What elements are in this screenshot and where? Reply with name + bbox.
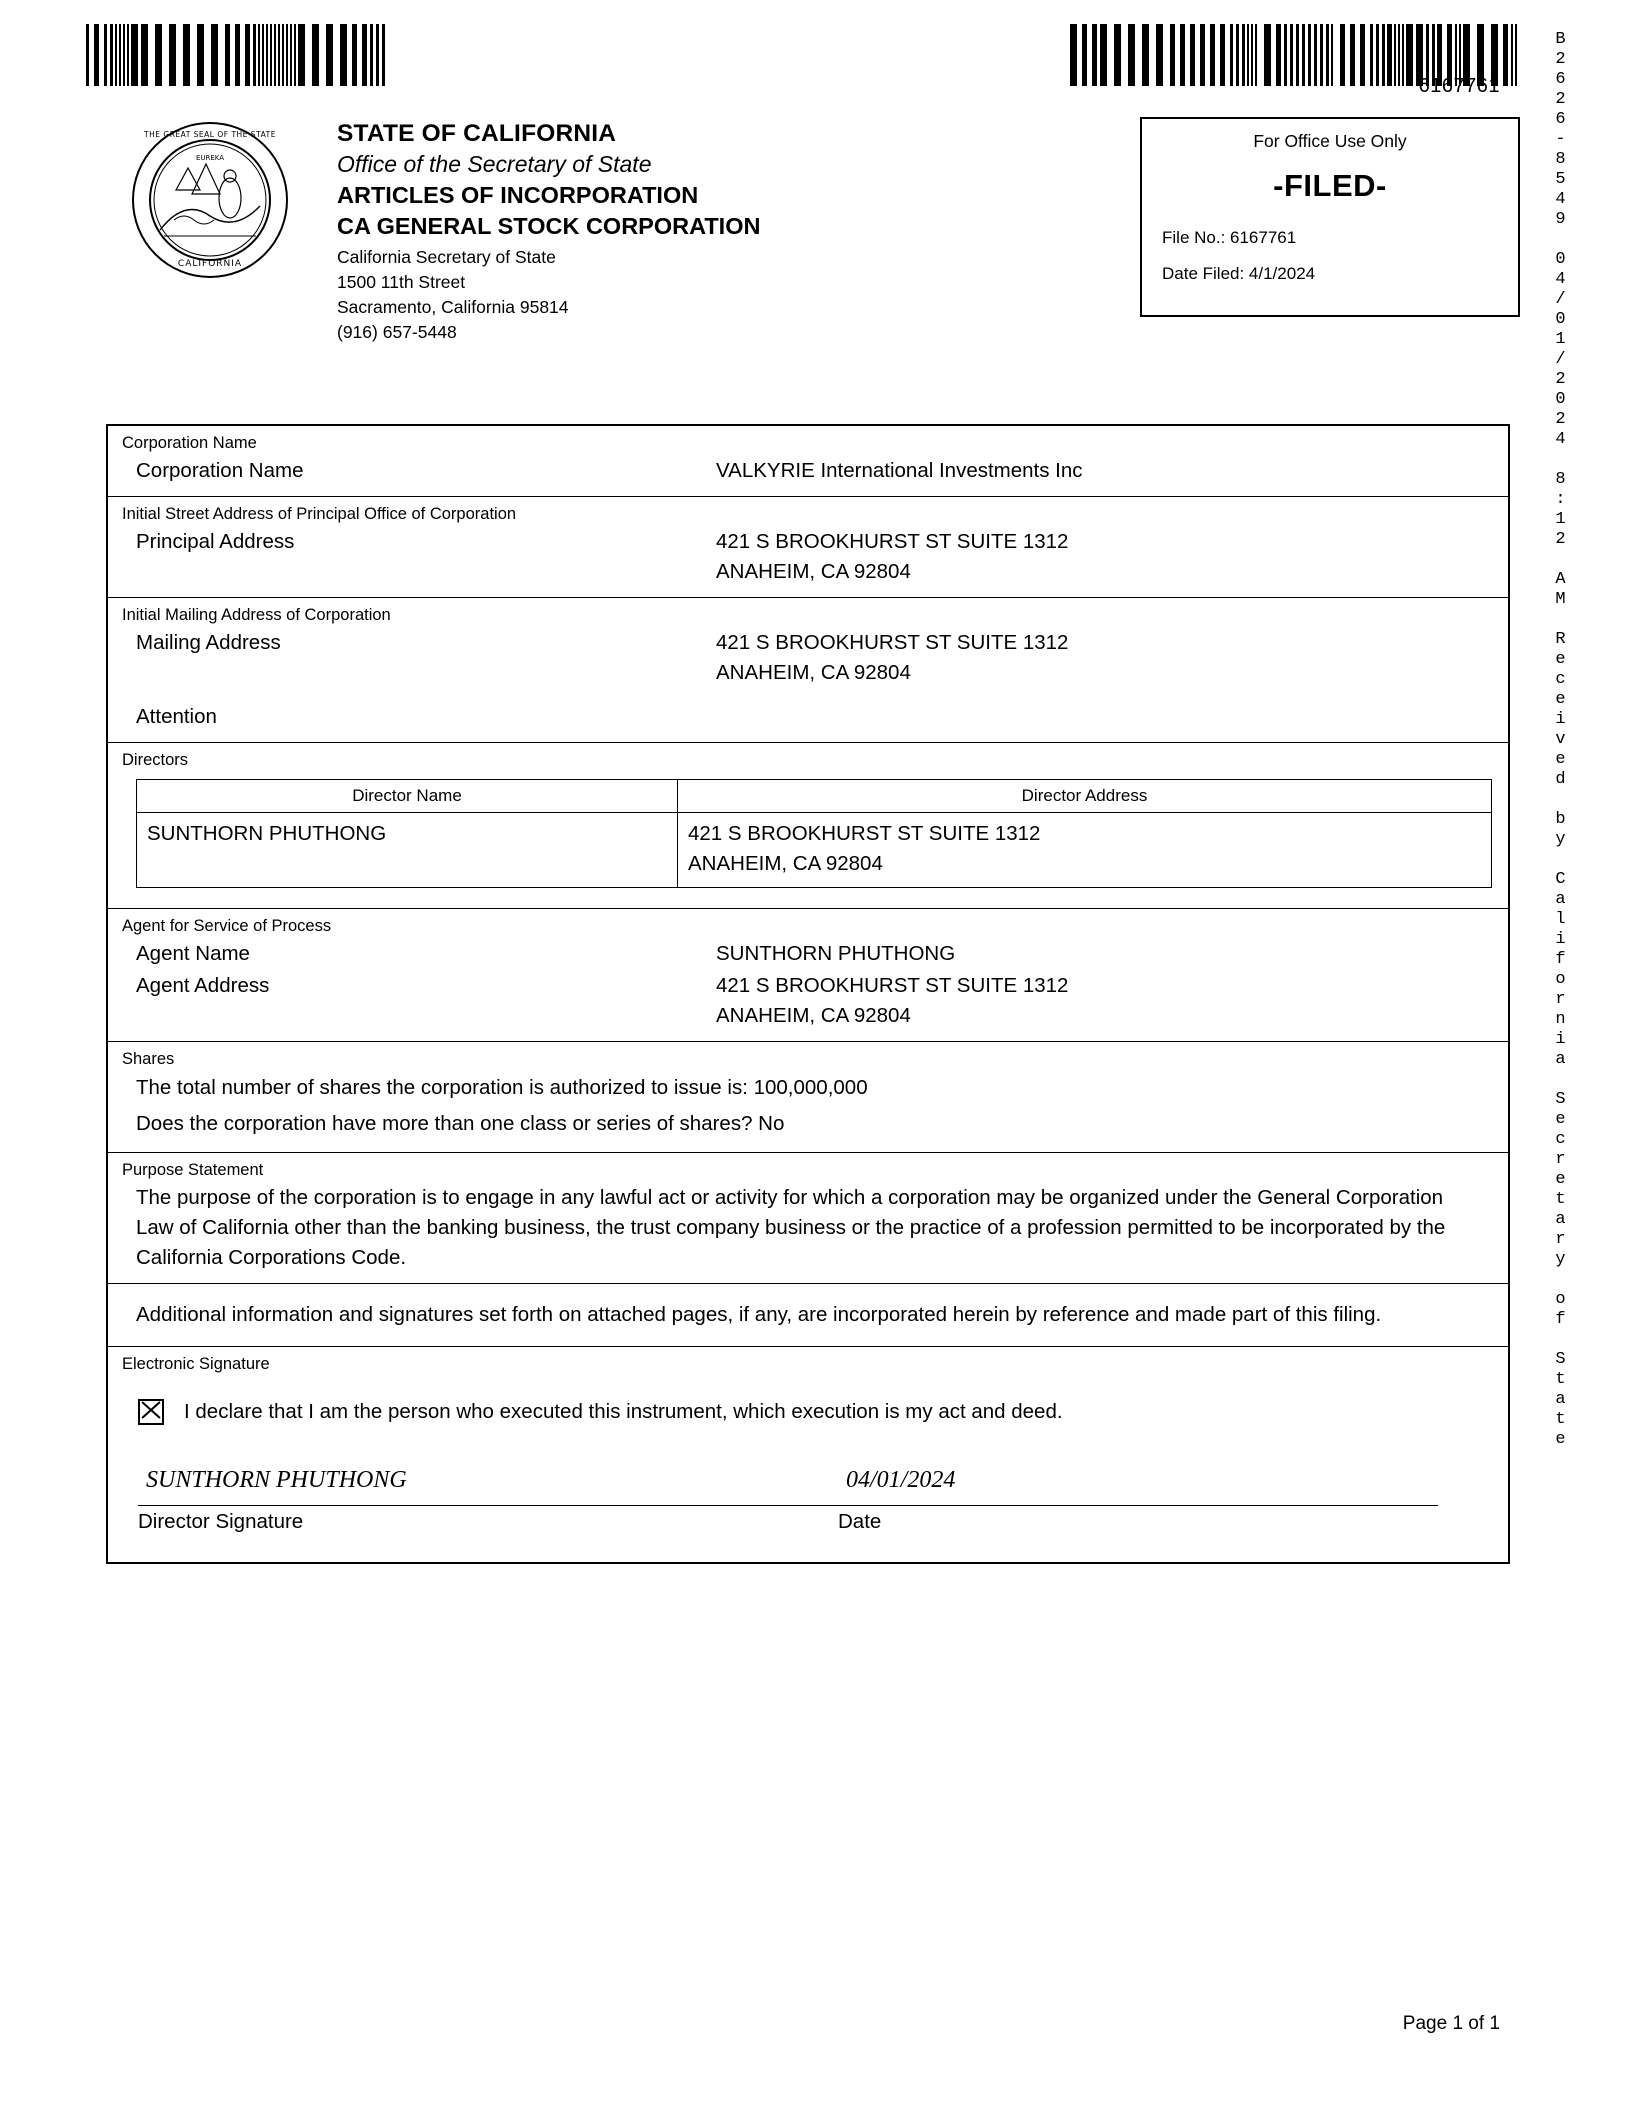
header-subtitle: CA GENERAL STOCK CORPORATION	[337, 213, 761, 239]
section-directors	[108, 743, 1508, 909]
mailing-address-key: Mailing Address	[136, 631, 281, 654]
agent-address-value	[716, 971, 1494, 1031]
principal-address-key: Principal Address	[136, 530, 295, 553]
mailing-address-line2: ANAHEIM, CA 92804	[716, 661, 911, 684]
header-phone: (916) 657-5448	[337, 322, 457, 342]
purpose-text: The purpose of the corporation is to engage in any lawful act or activity for which a corporation may be organized under the General Corporation Law of California other than the banking business, the trust company business or the practice of a profession permitted to be incorporated by the California Corporations Code.	[136, 1186, 1446, 1269]
corporation-name-key: Corporation Name	[136, 459, 304, 482]
additional-text: Additional information and signatures set forth on attached pages, if any, are incorporated herein by reference and made part of this filing.	[136, 1303, 1382, 1326]
principal-address-value	[716, 527, 1494, 587]
section-label: Corporation Name	[122, 434, 257, 452]
attention-value	[716, 702, 1494, 732]
section-mailing-address	[108, 598, 1508, 743]
column-director-name: Director Name	[137, 780, 678, 813]
director-address-line2: ANAHEIM, CA 92804	[688, 852, 883, 875]
header-city: Sacramento, California 95814	[337, 297, 569, 317]
barcode-left	[86, 24, 386, 86]
header-agency: California Secretary of State	[337, 247, 556, 267]
header-state: STATE OF CALIFORNIA	[337, 120, 617, 147]
declaration-row	[108, 1399, 1508, 1425]
header-title: ARTICLES OF INCORPORATION	[337, 182, 699, 208]
barcode-number: 6167761	[1418, 75, 1500, 97]
director-signature-value: SUNTHORN PHUTHONG	[146, 1467, 407, 1493]
header-office: Office of the Secretary of State	[337, 151, 652, 177]
directors-table	[136, 779, 1492, 888]
agent-address-line1: 421 S BROOKHURST ST SUITE 1312	[716, 974, 1069, 997]
section-additional	[108, 1284, 1508, 1347]
california-state-seal-icon	[130, 120, 290, 280]
agent-name-value: SUNTHORN PHUTHONG	[716, 942, 956, 965]
section-label: Initial Mailing Address of Corporation	[122, 606, 391, 624]
director-name: SUNTHORN PHUTHONG	[137, 813, 678, 888]
corporation-name-value: VALKYRIE International Investments Inc	[716, 459, 1083, 482]
section-principal-address	[108, 497, 1508, 598]
document-header	[337, 118, 1017, 345]
section-label: Directors	[122, 751, 189, 769]
attention-key: Attention	[136, 705, 217, 728]
page-number: Page 1 of 1	[1402, 2013, 1500, 2034]
section-purpose	[108, 1153, 1508, 1284]
mailing-address-line1: 421 S BROOKHURST ST SUITE 1312	[716, 631, 1069, 654]
received-stamp: B2626-8549 04/01/2024 8:12 AM Received by California Secretary of State	[1551, 30, 1570, 1450]
table-row	[137, 813, 1492, 888]
director-address	[678, 813, 1492, 888]
principal-address-line1: 421 S BROOKHURST ST SUITE 1312	[716, 530, 1069, 553]
filed-stamp: -FILED-	[1273, 168, 1387, 203]
articles-form	[106, 424, 1510, 1564]
declaration-text: I declare that I am the person who executed this instrument, which execution is my act and deed.	[184, 1400, 1063, 1423]
date-block	[838, 1467, 1458, 1534]
svg-text:THE GREAT SEAL OF THE STATE: THE GREAT SEAL OF THE STATE	[144, 130, 276, 139]
principal-address-line2: ANAHEIM, CA 92804	[716, 560, 911, 583]
shares-total: The total number of shares the corporation is authorized to issue is: 100,000,000	[136, 1076, 868, 1099]
header-street: 1500 11th Street	[337, 272, 466, 292]
agent-name-key: Agent Name	[136, 942, 250, 965]
declaration-checkbox[interactable]	[138, 1399, 164, 1425]
agent-address-line2: ANAHEIM, CA 92804	[716, 1004, 911, 1027]
section-label: Shares	[122, 1050, 175, 1068]
director-signature-caption: Director Signature	[138, 1510, 304, 1533]
signature-date-caption: Date	[838, 1510, 882, 1533]
mailing-address-value	[716, 628, 1494, 688]
file-number: File No.: 6167761	[1162, 228, 1297, 247]
column-director-address: Director Address	[678, 780, 1492, 813]
svg-text:EUREKA: EUREKA	[195, 154, 225, 162]
table-header-row	[137, 780, 1492, 813]
office-use-title: For Office Use Only	[1253, 131, 1407, 151]
section-label: Agent for Service of Process	[122, 917, 332, 935]
agent-address-key: Agent Address	[136, 974, 270, 997]
director-signature-block	[138, 1467, 838, 1534]
office-use-box	[1140, 117, 1520, 317]
shares-classes: Does the corporation have more than one class or series of shares? No	[136, 1112, 785, 1135]
signature-date-value: 04/01/2024	[846, 1467, 956, 1493]
section-label: Purpose Statement	[122, 1161, 264, 1179]
section-label: Electronic Signature	[122, 1355, 270, 1373]
svg-text:CALIFORNIA: CALIFORNIA	[177, 259, 243, 269]
section-agent	[108, 909, 1508, 1042]
section-electronic-signature	[108, 1347, 1508, 1562]
section-shares	[108, 1042, 1508, 1153]
section-label: Initial Street Address of Principal Office of Corporation	[122, 505, 517, 523]
date-filed: Date Filed: 4/1/2024	[1162, 264, 1316, 283]
section-corporation-name	[108, 426, 1508, 497]
director-address-line1: 421 S BROOKHURST ST SUITE 1312	[688, 822, 1041, 845]
